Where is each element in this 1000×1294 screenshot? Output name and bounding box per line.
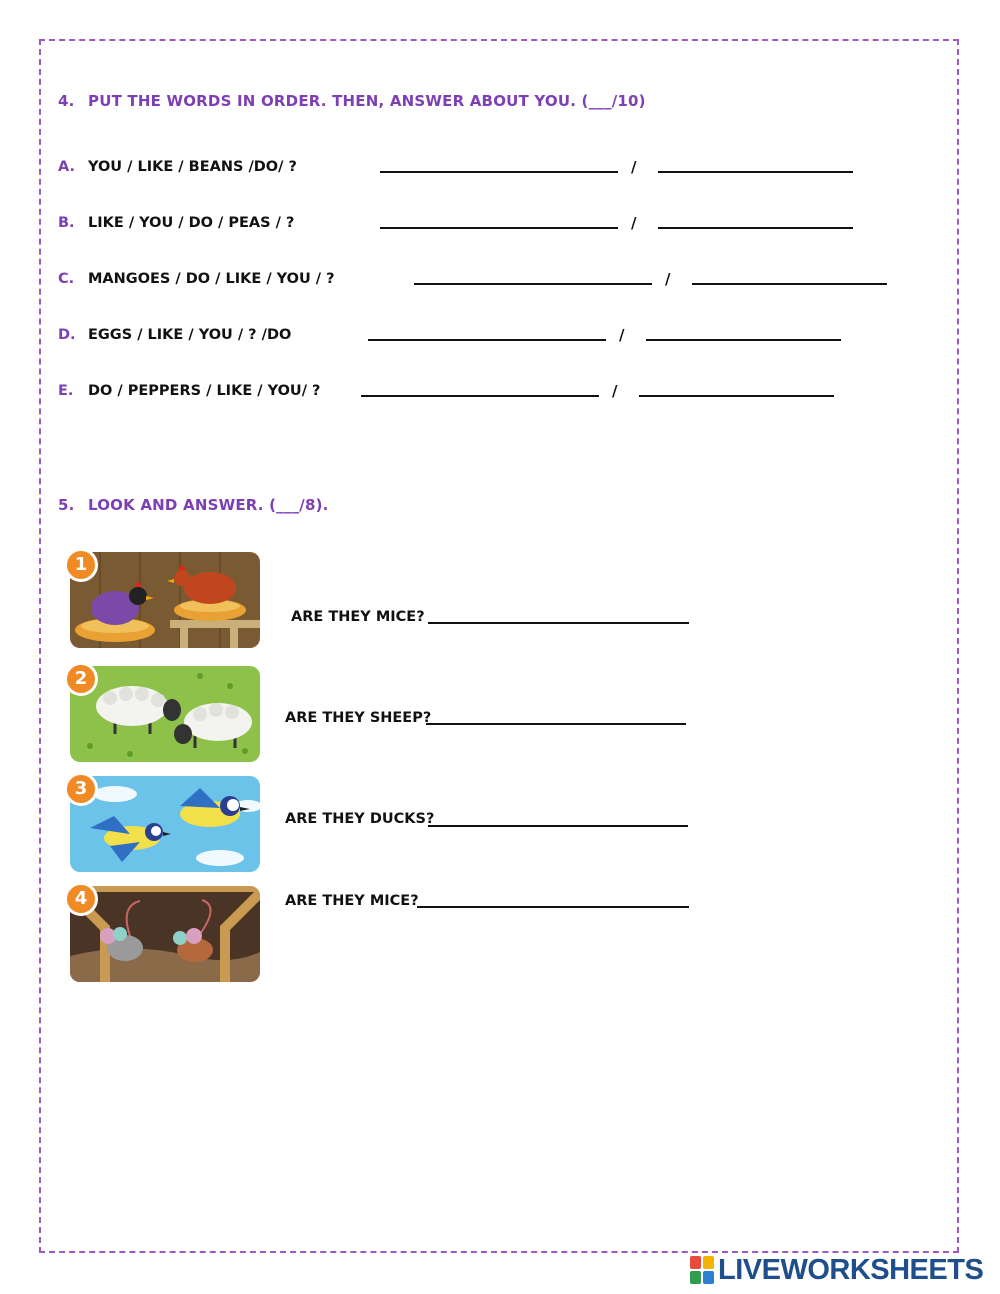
answer-d-order-blank[interactable] — [368, 339, 606, 341]
question-c-letter: C. — [58, 271, 75, 287]
picture-2-badge: 2 — [64, 662, 98, 696]
answer-c-order-blank[interactable] — [414, 283, 652, 285]
sheep-illustration — [70, 666, 260, 762]
answer-e-order-blank[interactable] — [361, 395, 599, 397]
question-a-text: YOU / LIKE / BEANS /DO/ ? — [88, 159, 297, 175]
section-4-title: PUT THE WORDS IN ORDER. THEN, ANSWER ABOUT YOU. (___/10) — [88, 92, 646, 110]
question-a — [58, 159, 297, 175]
answer-b-order-blank[interactable] — [380, 227, 618, 229]
question-b — [58, 215, 294, 231]
answer-e-personal-blank[interactable] — [639, 395, 834, 397]
section-5-heading — [58, 496, 329, 514]
answer-1-blank[interactable] — [428, 622, 689, 624]
answer-c-personal-blank[interactable] — [692, 283, 887, 285]
answer-d-personal-blank[interactable] — [646, 339, 841, 341]
answer-b-separator: / — [631, 214, 637, 232]
hens-picture — [70, 552, 260, 648]
answer-b-personal-blank[interactable] — [658, 227, 853, 229]
question-e-text: DO / PEPPERS / LIKE / YOU/ ? — [88, 383, 321, 399]
question-c-text: MANGOES / DO / LIKE / YOU / ? — [88, 271, 335, 287]
answer-d-separator: / — [619, 326, 625, 344]
section-5-title: LOOK AND ANSWER. (___/8). — [88, 496, 329, 514]
question-4-text: ARE THEY MICE? — [285, 893, 419, 909]
birds-illustration — [70, 776, 260, 872]
question-d-letter: D. — [58, 327, 76, 343]
logo-mark-icon — [690, 1256, 714, 1284]
question-d-text: EGGS / LIKE / YOU / ? /DO — [88, 327, 292, 343]
answer-3-blank[interactable] — [428, 825, 688, 827]
question-e-letter: E. — [58, 383, 74, 399]
section-5-number: 5. — [58, 496, 75, 514]
question-e — [58, 383, 320, 399]
answer-a-order-blank[interactable] — [380, 171, 618, 173]
mice-picture — [70, 886, 260, 982]
answer-2-blank[interactable] — [426, 723, 686, 725]
question-b-text: LIKE / YOU / DO / PEAS / ? — [88, 215, 295, 231]
birds-picture — [70, 776, 260, 872]
question-3-text: ARE THEY DUCKS? — [285, 811, 435, 827]
answer-a-personal-blank[interactable] — [658, 171, 853, 173]
question-b-letter: B. — [58, 215, 75, 231]
section-4-number: 4. — [58, 92, 75, 110]
liveworksheets-logo[interactable] — [690, 1252, 983, 1288]
picture-3-badge: 3 — [64, 772, 98, 806]
answer-e-separator: / — [612, 382, 618, 400]
hens-illustration — [70, 552, 260, 648]
question-1-text: ARE THEY MICE? — [291, 609, 425, 625]
section-4-heading — [58, 92, 646, 110]
logo-text: LIVEWORKSHEETS — [718, 1253, 984, 1286]
answer-4-blank[interactable] — [417, 906, 689, 908]
question-d — [58, 327, 291, 343]
picture-1-badge: 1 — [64, 548, 98, 582]
answer-a-separator: / — [631, 158, 637, 176]
question-a-letter: A. — [58, 159, 75, 175]
picture-4-badge: 4 — [64, 882, 98, 916]
question-c — [58, 271, 335, 287]
mice-illustration — [70, 886, 260, 982]
sheep-picture — [70, 666, 260, 762]
question-2-text: ARE THEY SHEEP? — [285, 710, 432, 726]
answer-c-separator: / — [665, 270, 671, 288]
